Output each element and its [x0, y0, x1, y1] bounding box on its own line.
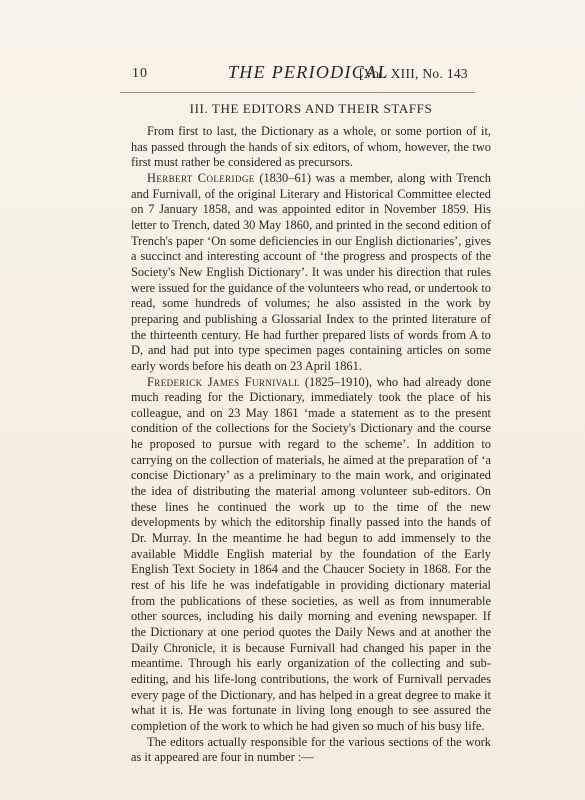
header-rule: [120, 92, 475, 93]
paragraph-lead-name: Herbert Coleridge: [147, 170, 255, 185]
paragraph-coleridge: [131, 171, 491, 375]
article-body: [131, 101, 491, 766]
paragraph-intro: [131, 124, 491, 171]
paragraph-text: The editors actually responsible for the various sections of the work as it appeared are four in number :—: [131, 734, 491, 765]
paragraph-lead-name: Frederick James Furnivall: [147, 374, 301, 389]
paragraph-text: (1825–1910), who had already done much reading for the Dictionary, immediately took the place of his colleague, and on 23 May 1861 ‘made a statement as to the present condition of the collections for the Society's Dictionary and the course he proposed to pursue with regard to the scheme’. In addition to carrying on the collection of materials, he aimed at the preparation of ‘a concise Dictionary’ as a preliminary to the main work, and originated the idea of distributing the material among volunteer sub-editors. On these lines he continued the work up to the time of the new developments by which the editorship finally passed into the hands of Dr. Murray. In the meantime he had begun to add immensely to the available Middle English material by the foundation of the Early English Text Society in 1864 and the Chaucer Society in 1868. For the rest of his life he was indefatigable in providing dictionary material from the publications of these societies, as well as from innumerable other sources, including his daily morning and evening newspaper. If the Dictionary at one period quotes the Daily News and at another the Daily Chronicle, it is because Furnivall had changed his paper in the meantime. Through his early organization of the collecting and sub-editing, and his life-long contributions, the work of Furnivall pervades every page of the Dictionary, and has helped in a great degree to make it what it is. He was fortunate in living long enough to see assured the completion of the work to which he had given so much of his busy life.: [131, 374, 491, 733]
paragraph-text: From first to last, the Dictionary as a whole, or some portion of it, has passed through the hands of six editors, of whom, however, the two first must rather be considered as precursors.: [131, 124, 491, 170]
issue-reference: [Vol. XIII, No. 143: [359, 66, 468, 81]
paragraph-text: (1830–61) was a member, along with Trench and Furnivall, of the original Literary and Historical Committee elected on 7 January 1858, and was appointed editor in November 1859. His letter to Trench, dated 30 May 1860, and printed in the second edition of Trench's paper ‘On some deficiencies in our English dictionaries’, gives a succinct and interesting account of ‘the progress and prospects of the Society's New English Dictionary’. It was under his direction that rules were issued for the guidance of the volunteers who read, or undertook to read, some hundreds of volumes; he also assisted in the work by preparing and publishing a Glossarial Index to the printed literature of the thirteenth century. He had further prepared lists of words from A to D, and had put into type specimen pages containing articles on some early words before his death on 23 April 1861.: [131, 170, 491, 373]
paragraph-furnivall: [131, 375, 491, 735]
section-heading: III. THE EDITORS AND THEIR STAFFS: [189, 101, 433, 116]
running-header: [132, 62, 468, 86]
page-number: 10: [132, 66, 148, 81]
running-title: THE PERIODICAL: [228, 62, 389, 82]
paragraph-editors: [131, 735, 491, 766]
